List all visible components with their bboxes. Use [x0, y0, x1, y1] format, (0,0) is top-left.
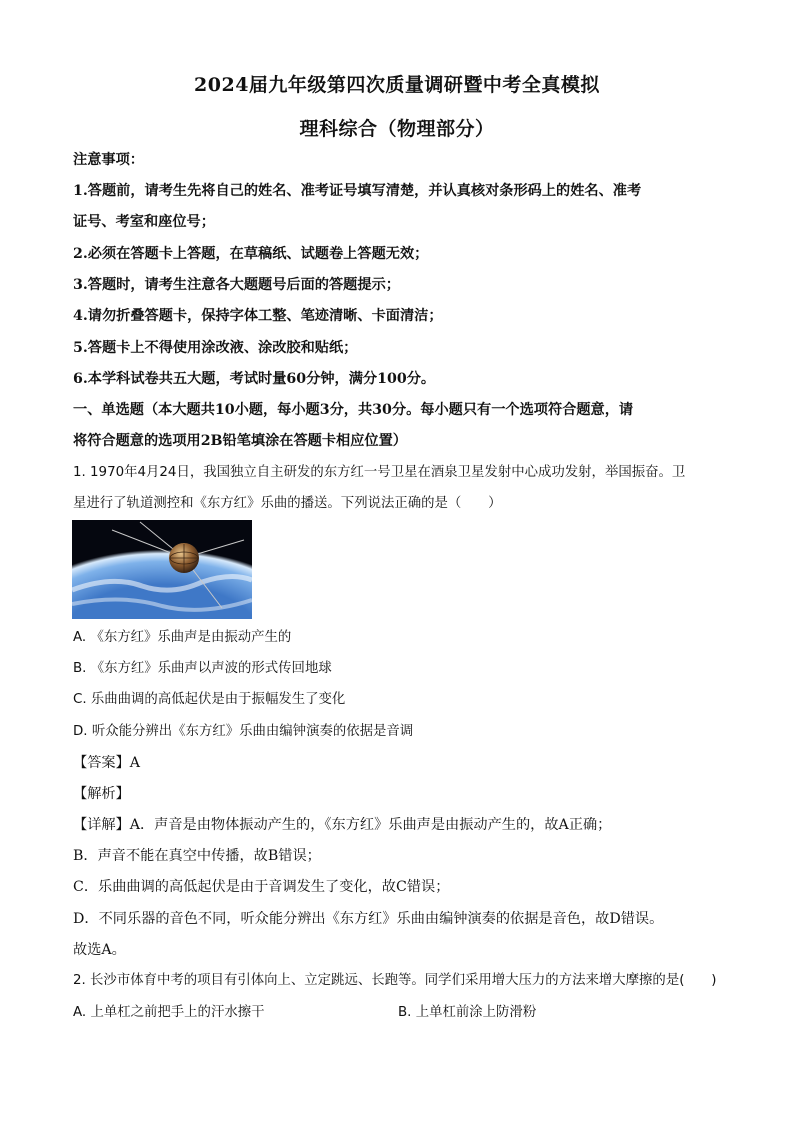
analysis-conclusion: 故选A。 — [73, 942, 126, 958]
notice-item: 5.答题卡上不得使用涂改液、涂改胶和贴纸； — [73, 340, 358, 356]
question-2-option-a: A. 上单杠之前把手上的汗水擦干 — [73, 1005, 265, 1020]
exam-subtitle: 理科综合（物理部分） — [299, 118, 495, 140]
question-2-option-b: B. 上单杠前涂上防滑粉 — [398, 1005, 537, 1020]
question-1-option-c: C. 乐曲曲调的高低起伏是由于振幅发生了变化 — [73, 692, 346, 707]
satellite-earth-photo — [72, 520, 252, 619]
notice-item: 证号、考室和座位号； — [73, 214, 215, 230]
answer-label: 【答案】A — [73, 755, 140, 771]
question-1-option-a: A. 《东方红》乐曲声是由振动产生的 — [73, 630, 292, 645]
notice-item: 4.请勿折叠答题卡，保持字体工整、笔迹清晰、卡面清洁； — [73, 308, 443, 324]
analysis-line: B．声音不能在真空中传播，故B错误； — [73, 848, 321, 864]
question-1-stem-cont: 星进行了轨道测控和《东方红》乐曲的播送。下列说法正确的是（ ） — [73, 496, 502, 511]
section-heading: 一、单选题（本大题共10小题，每小题3分，共30分。每小题只有一个选项符合题意，请 — [73, 402, 634, 418]
question-1-option-d: D. 听众能分辨出《东方红》乐曲由编钟演奏的依据是音调 — [73, 724, 414, 739]
analysis-heading: 【解析】 — [73, 786, 130, 802]
analysis-line: D．不同乐器的音色不同，听众能分辨出《东方红》乐曲由编钟演奏的依据是音色，故D错误。 — [73, 911, 664, 927]
notice-item: 6.本学科试卷共五大题，考试时量60分钟，满分100分。 — [73, 371, 436, 387]
question-2-stem: 2. 长沙市体育中考的项目有引体向上、立定跳远、长跑等。同学们采用增大压力的方法来增大摩擦的是( ) — [73, 973, 717, 988]
analysis-line: 【详解】A．声音是由物体振动产生的，《东方红》乐曲声是由振动产生的，故A正确； — [73, 817, 612, 833]
question-1-option-b: B. 《东方红》乐曲声以声波的形式传回地球 — [73, 661, 332, 676]
exam-title: 2024届九年级第四次质量调研暨中考全真模拟 — [194, 74, 600, 96]
analysis-line: C．乐曲曲调的高低起伏是由于音调发生了变化，故C错误； — [73, 879, 450, 895]
question-1-stem: 1. 1970年4月24日，我国独立自主研发的东方红一号卫星在酒泉卫星发射中心成功发射，举国振奋。卫 — [73, 465, 686, 480]
notice-item: 1.答题前，请考生先将自己的姓名、准考证号填写清楚，并认真核对条形码上的姓名、准考 — [73, 183, 642, 199]
notice-item: 2.必须在答题卡上答题，在草稿纸、试题卷上答题无效； — [73, 246, 429, 262]
notice-heading: 注意事项： — [73, 152, 144, 168]
section-heading-cont: 将符合题意的选项用2B铅笔填涂在答题卡相应位置） — [73, 433, 407, 449]
notice-item: 3.答题时，请考生注意各大题题号后面的答题提示； — [73, 277, 400, 293]
